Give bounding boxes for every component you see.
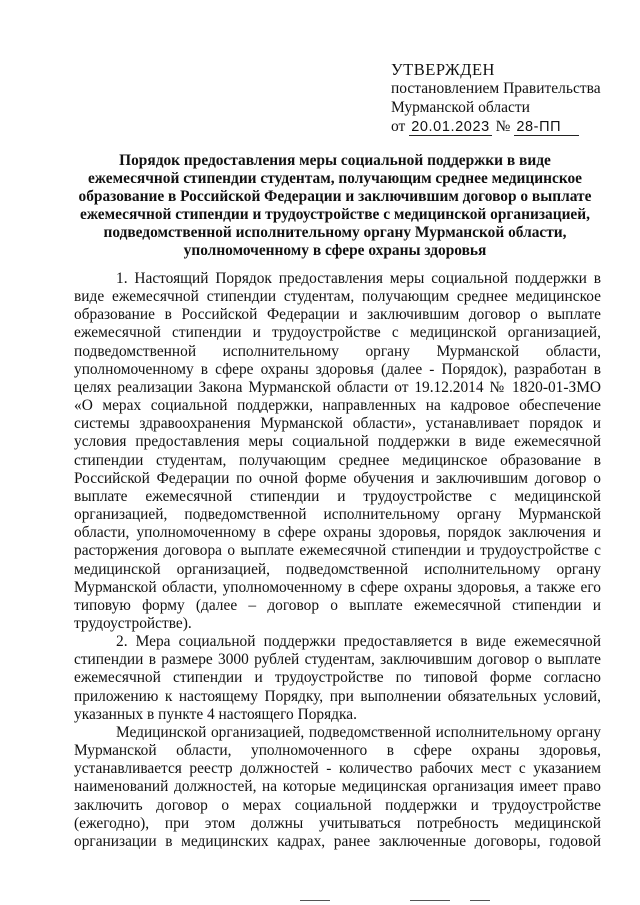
- paragraph-line: организации в медицинских кадрах, ранее заключенные договоры, годовой: [74, 832, 601, 850]
- paragraph-line: устанавливается реестр должностей - количество рабочих мест с указанием: [74, 760, 601, 778]
- edge-mark: [300, 900, 330, 901]
- paragraph-line: виде ежемесячной стипендии студентам, получающим среднее медицинское: [74, 288, 601, 306]
- paragraph-line: (ежегодно), при этом должны учитываться потребность медицинской: [74, 814, 601, 832]
- title-line: ежемесячной стипендии и трудоустройстве с медицинской организацией,: [80, 206, 590, 223]
- paragraph: [74, 633, 601, 724]
- paragraph-line: типовую форму (далее – договор о выплате ежемесячной стипендии и: [74, 596, 601, 614]
- title-line: Порядок предоставления меры социальной поддержки в виде: [119, 152, 551, 169]
- paragraph-line: заключить договор о мерах социальной поддержки и трудоустройстве: [74, 796, 601, 814]
- paragraph-line: целях реализации Закона Мурманской области от 19.12.2014 № 1820-01-ЗМО: [74, 378, 601, 396]
- paragraph-line: приложению к настоящему Порядку, при выполнении обязательных условий,: [74, 687, 601, 705]
- paragraph-line: 1. Настоящий Порядок предоставления меры социальной поддержки в: [116, 270, 601, 287]
- approval-line-1: постановлением Правительства: [391, 80, 601, 97]
- paragraph-line: расторжения договора о выплате ежемесячной стипендии и трудоустройстве с: [74, 542, 601, 560]
- paragraph-line: области, уполномоченному в сфере охраны здоровья, порядок заключения и: [74, 524, 601, 542]
- paragraph: [74, 270, 601, 633]
- title-line: образование в Российской Федерации и заключившим договор о выплате: [78, 188, 592, 205]
- paragraph-line: стипендии в размере 3000 рублей студентам, заключившим договор о выплате: [74, 651, 601, 669]
- paragraph-line: указанных в пункте 4 настоящего Порядка.: [74, 705, 357, 723]
- paragraph-line: стипендии студентам, получающим среднее медицинское образование в: [74, 451, 601, 469]
- edge-mark: [410, 900, 450, 901]
- paragraph-line: Мурманской области, уполномоченного в сфере охраны здоровья,: [74, 742, 601, 760]
- paragraph-line: Мурманской области, уполномоченному в сфере охраны здоровья, а также его: [74, 578, 601, 596]
- document-body: [74, 270, 601, 851]
- paragraph-line: ежемесячной стипендии и трудоустройстве с медицинской организацией,: [74, 324, 601, 342]
- paragraph-line: выплате ежемесячной стипендии и трудоустройстве с медицинской: [74, 487, 601, 505]
- approval-number-label: №: [495, 118, 511, 135]
- paragraph-line: системы здравоохранения Мурманской области», устанавливает порядок и: [74, 415, 601, 433]
- approval-stamp: [391, 60, 631, 137]
- approval-date-line: [391, 117, 631, 137]
- paragraph-line: подведомственной исполнительному органу Мурманской области,: [74, 342, 601, 360]
- paragraph-line: уполномоченному в сфере охраны здоровья (далее - Порядок), разработан в: [74, 360, 601, 378]
- paragraph-line: Медицинской организацией, подведомственной исполнительному органу: [116, 723, 601, 741]
- approval-title: УТВЕРЖДЕН: [391, 60, 495, 79]
- paragraph: [74, 724, 601, 851]
- approval-line-2: Мурманской области: [391, 99, 530, 116]
- paragraph-line: медицинской организацией, подведомственной исполнительному органу: [74, 560, 601, 578]
- page-edge-marks: [0, 896, 640, 905]
- title-line: уполномоченному в сфере охраны здоровья: [183, 242, 487, 259]
- title-line: подведомственной исполнительному органу Мурманской области,: [103, 224, 567, 241]
- approval-from-label: от: [391, 118, 406, 135]
- paragraph-line: Российской Федерации по очной форме обучения и заключившим договор о: [74, 469, 601, 487]
- approval-date: 20.01.2023: [411, 119, 490, 135]
- title-line: ежемесячной стипендии студентам, получающим среднее медицинское: [87, 170, 583, 187]
- paragraph-line: 2. Мера социальной поддержки предоставляется в виде ежемесячной: [116, 633, 601, 651]
- document-title: [70, 152, 600, 260]
- paragraph-line: образование в Российской Федерации и заключившим договор о выплате: [74, 306, 601, 324]
- approval-number: 28-ПП: [514, 119, 579, 136]
- paragraph-line: трудоустройстве).: [74, 614, 192, 632]
- edge-mark: [470, 900, 490, 901]
- paragraph-line: организацией, подведомственной исполнительному органу Мурманской: [74, 506, 601, 524]
- paragraph-line: ежемесячной стипендии и трудоустройстве по типовой форме согласно: [74, 669, 601, 687]
- paragraph-line: наименований должностей, на которые медицинская организация имеет право: [74, 778, 601, 796]
- paragraph-line: условия предоставления меры социальной поддержки в виде ежемесячной: [74, 433, 601, 451]
- paragraph-line: «О мерах социальной поддержки, направленных на кадровое обеспечение: [74, 397, 601, 415]
